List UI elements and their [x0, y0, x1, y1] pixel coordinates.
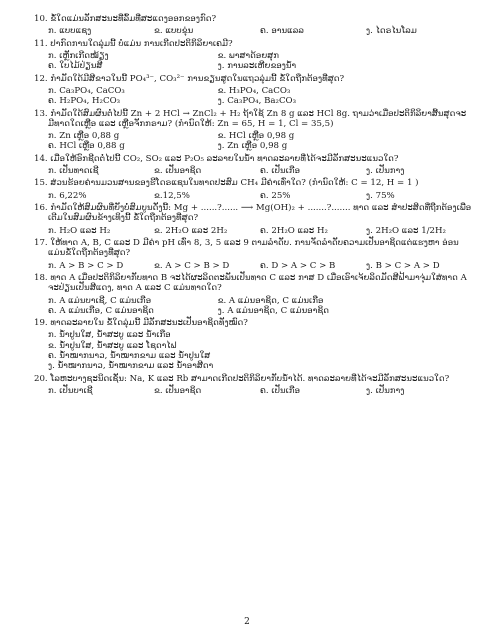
answer-options	[34, 191, 472, 201]
question-text: 11. ປາກົດການໃດລຸ່ມນີ້ ບໍ່ແມ່ນ ການເກີດປະຕິກິລິຍາເຄມີ?	[34, 38, 233, 49]
answer-options	[34, 131, 472, 152]
answer-option: ຄ. H₂PO₄, H₂CO₃	[48, 96, 121, 107]
question-text: 19. ທາດລະລາຍໃນ ຂໍ້ໃດລຸ່ມນີ້ ມີລັກສະນະເປັນອາຊິດທັງໝົດ?	[34, 318, 248, 329]
question-block	[34, 14, 472, 37]
question-text: 12. ກຳມັດໃດ້ມີສີຂາວໃນນີ້ PO₄³⁻, CO₃²⁻ ການຂຽນສູດໃນແຖວລຸ່ມນີ້ ຂໍ້ໃດຖືກຕ້ອງທີ່ສຸດ?	[34, 73, 345, 84]
answer-option: ກ. ເຫຼັກເກີດໝ້ຽງ	[48, 50, 109, 61]
answer-option: ກ. ແບບແຊງ	[48, 26, 92, 37]
answer-options	[34, 296, 472, 317]
answer-option: ງ. ໄດຣໄນໂລມ	[366, 26, 417, 37]
answer-option: ງ. ເປັນກາງ	[366, 386, 405, 396]
question-block	[34, 109, 472, 152]
answer-options	[34, 51, 472, 72]
answer-options	[34, 386, 472, 396]
answer-option: ຂ. 2H₂O ແລະ 2H₂	[154, 225, 228, 236]
question-text: 17. ໃຫ້ທາດ A, B, C ແລະ D ມີຄ່າ pH ເທົ່າ 8, 3, 5 ແລະ 9 ຕາມລຳດັບ. ການຈັດລຳດັບຄວາມເປັນອາຊິດແຕ່ແຮງຫາ ອ່ອນແມ່ນຂໍ້ໃດຖືກຕ້ອງທີ່ສຸດ?	[34, 237, 459, 259]
question-block	[34, 273, 472, 316]
answer-option: ກ. H₂O ແລະ H₂	[48, 225, 111, 236]
answer-option: ຄ. HCl ເຫຼືອ 0,88 g	[48, 141, 125, 152]
answer-option: ຄ. ໃບໄມ້ປ່ຽນສີ	[48, 61, 103, 72]
answer-option: ງ. ເປັນກາງ	[366, 166, 405, 177]
question-block	[34, 374, 472, 397]
answer-option: ຄ. D > A > C > B	[260, 260, 336, 271]
answer-options	[34, 261, 472, 271]
answer-option: ງ. 2H₂O ແລະ 1/2H₂	[366, 225, 446, 236]
answer-option: ຂ.12,5%	[154, 190, 190, 201]
answer-option: ຄ. A ແມ່ນເກືອ, C ແມ່ນອາຊິດ	[48, 305, 154, 316]
answer-option: ງ. Zn ເຫຼືອ 0,98 g	[217, 141, 288, 152]
question-block	[34, 74, 472, 107]
question-block	[34, 39, 472, 72]
page-number: 2	[244, 617, 250, 628]
answer-option: ຂ. ແບບຂຸ່ນ	[154, 26, 194, 37]
answer-option: ຂ. ເປັນອາຊິດ	[154, 166, 202, 177]
answer-option: ຂ. ເປັນອາຊິດ	[154, 386, 202, 396]
answer-option: ຂ. ນ້ຳປູນໃສ, ນ້ຳສະບູ ແລະ ໂຊດາໄຟ	[48, 340, 177, 351]
answer-option: ຂ. A ແມ່ນອາຊິດ, C ແມ່ນເກືອ	[217, 295, 324, 306]
question-text: 20. ໂລຫະບາງຊະນິດເຊັ່ນ: Na, K ແລະ Rb ສາມາດເກີດປະຕິກິລິຍາກັບນ້ຳໄດ້. ທາດລະລາຍທີ່ໄດ້ຈະມີລັກສະນະແນວໃດ?	[34, 373, 450, 384]
answer-option: ງ. A ແມ່ນອາຊິດ, C ແມ່ນອາຊິດ	[217, 305, 329, 316]
answer-option: ກ. ເປັນທາດເຊີ	[48, 166, 99, 177]
answer-option: ຄ. 2H₂O ແລະ H₂	[260, 225, 328, 236]
answer-option: ກ. A ແມ່ນບາເຊີ, C ແມ່ນເກືອ	[48, 295, 152, 306]
answer-option: ກ. A > B > C > D	[48, 260, 124, 271]
answer-option: ງ. ນ້ຳໝາກນາວ, ນ້ຳໝາກຂາມ ແລະ ນ້ຳອາສີດາ	[48, 361, 214, 372]
question-text: 14. ເມື່ອໃຫ້ອົກຊີດຕໍ່ໄປນີ້ CO₂, SO₂ ແລະ P₂O₅ ລະລາຍໃນນ້ຳ ທາດລະລາຍທີ່ໄດ້ຈະມີລັກສະນະແນວໃດ?	[34, 153, 399, 164]
answer-option: ກ. ນ້ຳປູນໃສ, ນ້ຳສະບູ ແລະ ນ້ຳເກືອ	[48, 330, 171, 341]
question-text: 18. ທາດ A ເມື່ອປະຕິກິລິຍາກັບທາດ B ຈະໄດ້ຜະລິດຕະພັນເປັນທາດ C ແລະ ກາສ D ເມື່ອເອົາເຈ້ຍລິດມັດສີຟ້າມາຈຸ່ມໃສ່ທາດ A ຈະປ່ຽນເປັນສີແດງ, ທາດ A ແລະ C ແມ່ນທາດໃດ?	[34, 272, 467, 294]
answer-options	[34, 166, 472, 176]
answer-option: ຄ. 25%	[260, 190, 291, 201]
answer-option: ງ. B > C > A > D	[366, 260, 440, 271]
answer-option: ກ. ເປັນບາເຊີ	[48, 386, 93, 396]
question-text: 10. ຂໍ້ໃດແມ່ນລັກສະນະທີ່ລົ້ມທີ່ສະແດງອອກຂອງກົດ?	[34, 14, 217, 24]
answer-options	[34, 86, 472, 107]
answer-option: ຄ. ເປັນເກືອ	[260, 386, 301, 396]
question-block	[34, 154, 472, 177]
answer-option: ງ. 75%	[366, 190, 395, 201]
answer-option: ກ. Zn ເຫຼືອ 0,88 g	[48, 131, 120, 142]
answer-options	[34, 330, 472, 371]
question-block	[34, 318, 472, 372]
answer-option: ຂ. HCl ເຫຼືອ 0,98 g	[217, 131, 295, 142]
answer-option: ຂ. H₃PO₄, CaCO₃	[217, 85, 291, 96]
question-list	[34, 14, 472, 396]
answer-option: ກ. 6,22%	[48, 190, 87, 201]
question-text: 16. ກຳມັດໃຫ້ສົມຜົນທີ່ຍັງບໍ່ສົມບູນດັ່ງນີ້: Mg + ......?...... ⟶ Mg(OH)₂ + .......?....... ທາດ ແລະ ສຳປະສິດທີ່ຖືກຕ້ອງເພື່ອເຕີມໃນສົມຜົນຂ້າງເທິງນີ້ ຂໍ້ໃດຖືກຕ້ອງທີ່ສຸດ?	[34, 203, 472, 224]
answer-option: ງ. Ca₃PO₄, Ba₂CO₃	[217, 96, 297, 107]
answer-option: ຄ. ນ້ຳໝາກນາວ, ນ້ຳໝາກຂາມ ແລະ ນ້ຳປູນໃສ	[48, 351, 211, 362]
answer-option: ກ. Ca₃PO₄, CaCO₃	[48, 85, 125, 96]
answer-options	[34, 226, 472, 236]
answer-options	[34, 26, 472, 36]
question-text: 13. ກຳມັດໃດ້ສົມຜົນຕໍ່ໄປນີ້ Zn + 2 HCl → ZnCl₂ + H₂ ຖ້າໃຊ້ Zn 8 g ແລະ HCl 8g. ຖາມວ່າເມື່ອປະຕິກິລິຍາສິ້ນສຸດຈະມີທາດໃດເຫຼືອ ແລະ ເຫຼືອຈັກກຣາມ? (ກຳນົດໃຫ້: Zn = 65, H = 1, Cl = 35,5)	[34, 108, 467, 129]
answer-option: ງ. ການລະເຫີຍຂອງນ້ຳ	[217, 61, 297, 72]
question-block	[34, 178, 472, 201]
answer-option: ຄ. ເປັນເກືອ	[260, 166, 301, 177]
answer-option: ຄ. ອານແລລ	[260, 26, 304, 37]
question-text: 15. ສ່ວນຮ້ອຍຄ່ານມວນສານຂອງຮີໂດຣແຊນໃນທາດປະສົມ CH₄ ມີຄ່າເທົ່າໃດ? (ກຳນົດໃຫ້: C = 12, H = 1 )	[34, 178, 419, 189]
answer-option: ຂ. ພາສາດ້ອຍສຸກ	[217, 50, 280, 61]
question-block	[34, 203, 472, 236]
answer-option: ຂ. A > C > B > D	[154, 260, 230, 271]
question-block	[34, 238, 472, 271]
